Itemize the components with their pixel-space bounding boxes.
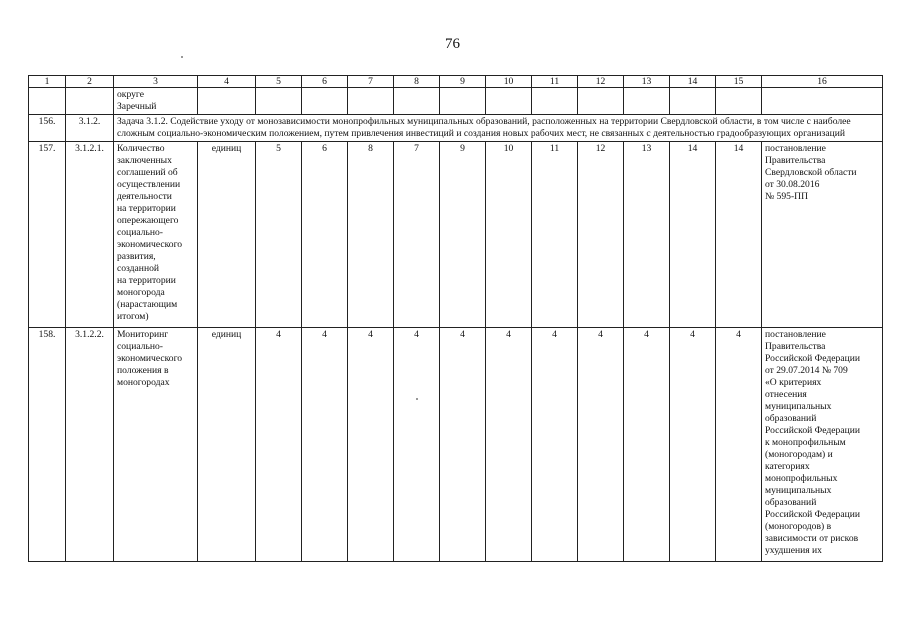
value-cell: 12 — [578, 142, 624, 328]
table-row — [29, 328, 883, 562]
value-cell: 4 — [670, 328, 716, 562]
value-cell: 4 — [716, 328, 762, 562]
value-cell: 14 — [670, 142, 716, 328]
value-cell: 4 — [256, 328, 302, 562]
value-cell: 4 — [486, 328, 532, 562]
row-number: 156. — [29, 115, 66, 142]
row-code: 3.1.2.2. — [66, 328, 114, 562]
value-cell: 7 — [394, 142, 440, 328]
header-cell: 7 — [348, 76, 394, 88]
continued-name-cell: округе Заречный — [114, 88, 198, 115]
header-cell: 4 — [198, 76, 256, 88]
scan-speck — [416, 398, 418, 400]
value-cell: 14 — [716, 142, 762, 328]
scan-speck — [181, 56, 183, 58]
value-cell: 6 — [302, 142, 348, 328]
continued-row — [29, 88, 883, 115]
value-cell: 8 — [348, 142, 394, 328]
header-cell: 16 — [762, 76, 883, 88]
header-cell: 8 — [394, 76, 440, 88]
source-document: постановление Правительства Российской Федерации от 29.07.2014 № 709 «О критериях отнесения муниципальных образований Российской Федерации к монопрофильным (моногородам) и категориях монопрофильных муниципальных образований Российской Федерации (моногородов) в зависимости от рисков ухудшения их — [762, 328, 883, 562]
header-cell: 12 — [578, 76, 624, 88]
value-cell: 4 — [394, 328, 440, 562]
unit-cell: единиц — [198, 328, 256, 562]
header-cell: 13 — [624, 76, 670, 88]
source-document: постановление Правительства Свердловской области от 30.08.2016 № 595-ПП — [762, 142, 883, 328]
value-cell: 4 — [532, 328, 578, 562]
row-code: 3.1.2. — [66, 115, 114, 142]
indicators-table — [28, 75, 883, 562]
value-cell: 4 — [302, 328, 348, 562]
value-cell: 4 — [578, 328, 624, 562]
header-cell: 10 — [486, 76, 532, 88]
value-cell: 4 — [624, 328, 670, 562]
value-cell: 11 — [532, 142, 578, 328]
header-cell: 3 — [114, 76, 198, 88]
value-cell: 9 — [440, 142, 486, 328]
header-cell: 9 — [440, 76, 486, 88]
indicator-name: Количество заключенных соглашений об осуществлении деятельности на территории опережающего социально- экономического развития, созданной на территории моногорода (нарастающим итогом) — [114, 142, 198, 328]
value-cell: 10 — [486, 142, 532, 328]
value-cell: 13 — [624, 142, 670, 328]
indicator-name: Мониторинг социально- экономического положения в моногородах — [114, 328, 198, 562]
unit-cell: единиц — [198, 142, 256, 328]
header-cell: 14 — [670, 76, 716, 88]
column-numbers-row — [29, 76, 883, 88]
header-cell: 1 — [29, 76, 66, 88]
table-row — [29, 142, 883, 328]
page-number: 76 — [445, 36, 460, 52]
header-cell: 2 — [66, 76, 114, 88]
header-cell: 15 — [716, 76, 762, 88]
row-number: 158. — [29, 328, 66, 562]
row-number: 157. — [29, 142, 66, 328]
value-cell: 5 — [256, 142, 302, 328]
header-cell: 6 — [302, 76, 348, 88]
task-row — [29, 115, 883, 142]
task-description: Задача 3.1.2. Содействие уходу от монозависимости монопрофильных муниципальных образований, расположенных на территории Свердловской области, в том числе с наиболее сложным социально-экономическим положением, путем привлечения инвестиций и создания новых рабочих мест, не связанных с деятельностью градообразующих организаций — [114, 115, 883, 142]
value-cell: 4 — [348, 328, 394, 562]
header-cell: 11 — [532, 76, 578, 88]
row-code: 3.1.2.1. — [66, 142, 114, 328]
header-cell: 5 — [256, 76, 302, 88]
value-cell: 4 — [440, 328, 486, 562]
